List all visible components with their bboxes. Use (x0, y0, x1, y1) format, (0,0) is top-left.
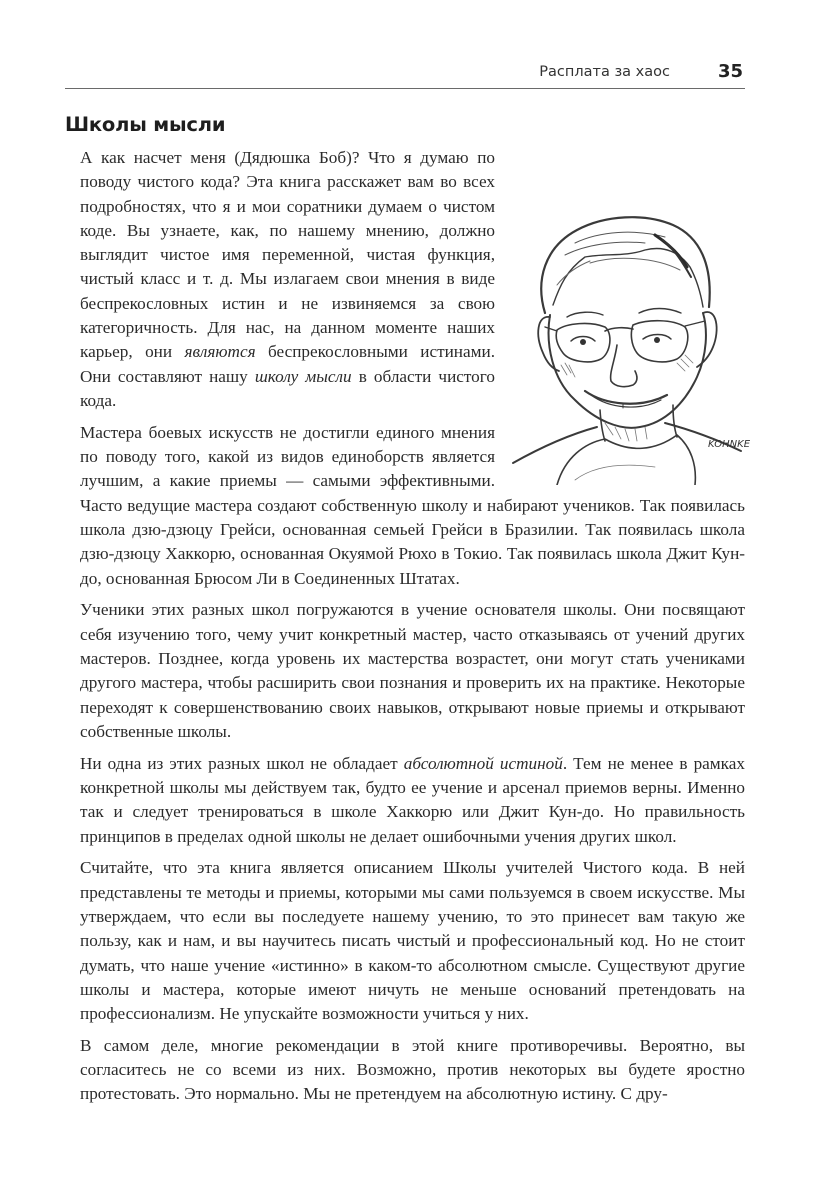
portrait-sketch-icon (505, 195, 750, 485)
chapter-title: Расплата за хаос (539, 64, 670, 80)
paragraph-5: Считайте, что эта книга является описанием Школы учителей Чистого кода. В ней представлены те методы и приемы, которыми мы сами пользуемся в своем искусстве. Мы утверждаем, что если вы последуете нашему учению, то это принесет вам такую же пользу, как и нам, и вы научитесь писать чистый и профессиональный код. Но не стоит думать, что наше учение «истинно» в каком-то абсолютном смысле. Существуют другие школы и мастера, которые имеют ничуть не меньше оснований претендовать на профессионализм. Не упускайте возможности учиться у них. (80, 858, 745, 1024)
running-header (65, 60, 745, 89)
paragraph-2: Мастера боевых искусств не достигли единого мнения по поводу того, какой из видов единоборств является лучшим, а какие приемы — самыми эффективными. Часто ведущие мастера создают собственную школу и набирают учеников. Так появилась школа дзю-дзюцу Грейси, основанная семьей Грейси в Бразилии. Так появилась школа дзю-дзюцу Хаккорю, основанная Окуямой Рюхо в Токио. Так появилась школа Джит Кун-до, основанная Брюсом Ли в Соединенных Штатах. (80, 422, 745, 588)
paragraph-3: Ученики этих разных школ погружаются в учение основателя школы. Они посвящают себя изучению того, чему учит конкретный мастер, часто отказываясь от учений других мастеров. Позднее, когда уровень их мастерства возрастет, они могут стать учениками другого мастера, чтобы расширить свои познания и проверить их на практике. Некоторые переходят к совершенствованию своих навыков, открывают новые приемы и открывают собственные школы. (80, 600, 745, 741)
artist-signature: KOHNKE (708, 439, 750, 450)
section-heading: Школы мысли (65, 113, 226, 136)
author-portrait-illustration (505, 195, 750, 485)
page-number: 35 (717, 61, 743, 82)
paragraph-4: Ни одна из этих разных школ не обладает абсолютной истиной. Тем не менее в рамках конкретной школы мы действуем так, будто ее учение и арсенал приемов верны. Именно так и следует тренироваться в школе Хаккорю или Джит Кун-до. Но правильность принципов в пределах одной школы не делает ошибочными учения других школ. (80, 753, 745, 846)
paragraph-1: А как насчет меня (Дядюшка Боб)? Что я думаю по поводу чистого кода? Эта книга расскажет вам во всех подробностях, что я и мои соратники думаем о чистом коде. Вы узнаете, как, по нашему мнению, должно выглядит чистое имя переменной, чистая функция, чистый класс и т. д. Мы излагаем свои мнения в виде беспрекословных истин и не извиняемся за свою категоричность. Для нас, на данном моменте наших карьер, они являются беспрекословными истинами. Они составляют нашу школу мысли в области чистого кода. (80, 148, 495, 410)
body-text (80, 146, 750, 1114)
paragraph-6: В самом деле, многие рекомендации в этой книге противоречивы. Вероятно, вы согласитесь не со всеми из них. Возможно, против некоторых вы будете яростно протестовать. Это нормально. Мы не претендуем на абсолютную истину. С дру- (80, 1035, 745, 1104)
